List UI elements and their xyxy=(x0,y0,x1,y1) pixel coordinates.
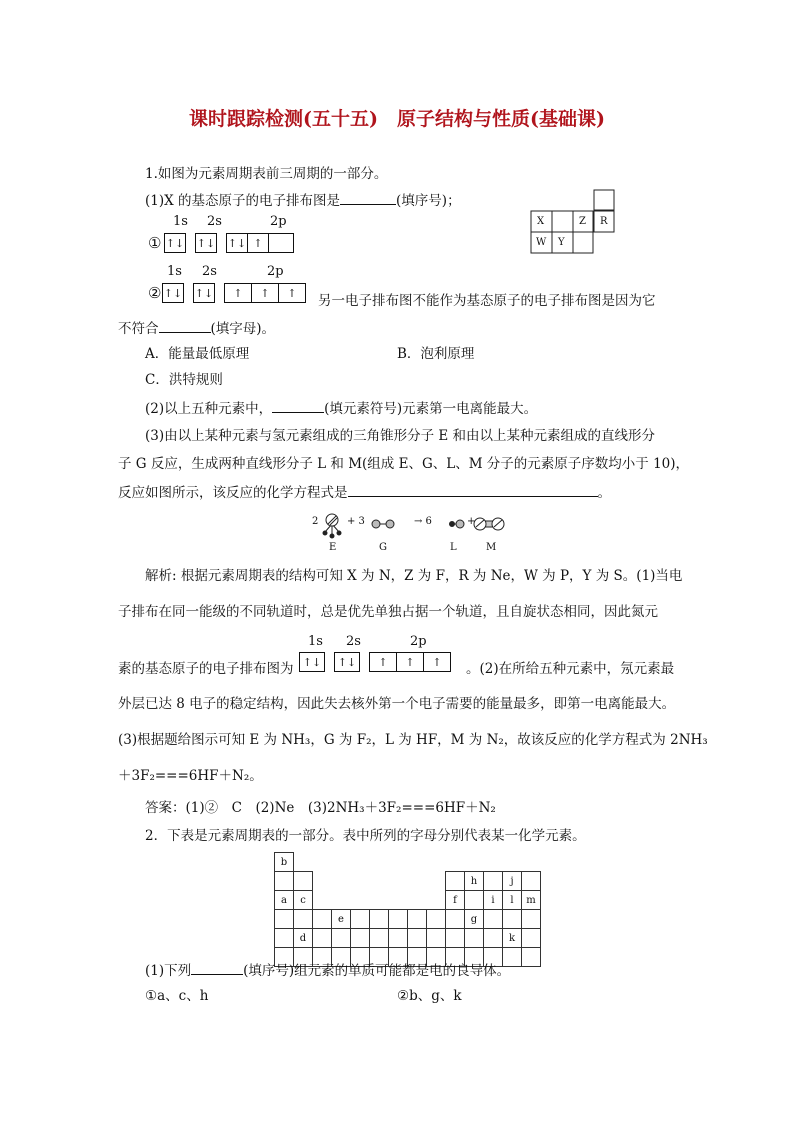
label-2p: 2p xyxy=(410,634,427,649)
orbital-box xyxy=(268,233,294,253)
orbital-box: ↑ xyxy=(278,283,306,303)
orbital-box: ↑ xyxy=(224,283,252,303)
q2-periodic-table xyxy=(274,852,541,967)
cell-b: b xyxy=(275,853,294,872)
q1-line-a: 不符合 (填字母)。 xyxy=(118,318,275,339)
analysis-line5: (3)根据题给图示可知 E 为 NH₃，G 为 F₂，L 为 HF，M 为 N₂，故该反应的化学方程式为 2NH₃ xyxy=(118,732,708,748)
label-m: M xyxy=(486,542,497,553)
plus-m: + xyxy=(467,516,476,527)
q2-table xyxy=(274,852,541,967)
cell-i: i xyxy=(484,891,503,910)
label-e: E xyxy=(329,542,337,553)
label-1s: 1s xyxy=(173,214,188,229)
analysis-line6: ＋3F₂===6HF＋N₂。 xyxy=(118,768,263,784)
cell-j: j xyxy=(503,872,522,891)
q1-sub2: (2)以上五种元素中， (填元素符号)元素第一电离能最大。 xyxy=(145,398,537,419)
option1-number: ① xyxy=(148,234,162,252)
cell-a: a xyxy=(275,891,294,910)
orbital-box: ↑ xyxy=(423,652,451,672)
cell-x: X xyxy=(537,216,545,227)
cell-f: f xyxy=(446,891,465,910)
choice-c: C．洪特规则 xyxy=(145,372,223,388)
q1-sub3-line2: 子 G 反应，生成两种直线形分子 L 和 M(组成 E、G、L、M 分子的元素原子序数均小于 10)， xyxy=(118,456,690,472)
label-2s: 2s xyxy=(207,214,222,229)
orbital-box: ↑↓ xyxy=(162,283,184,303)
cell-r: R xyxy=(600,216,608,227)
orbital-box: ↑↓ xyxy=(226,233,248,253)
orbital-diagram-answer xyxy=(298,634,468,678)
q1-sub1: (1)X 的基态原子的电子排布图是 (填序号)； xyxy=(145,190,461,211)
q1-sub3-line1: (3)由以上某种元素与氢元素组成的三角锥形分子 E 和由以上某种元素组成的直线形分 xyxy=(145,428,656,444)
q1-sub3-line3: 反应如图所示，该反应的化学方程式是 。 xyxy=(118,482,611,503)
label-1s: 1s xyxy=(167,264,182,279)
orbital-box: ↑ xyxy=(396,652,424,672)
orbital-box: ↑↓ xyxy=(334,652,360,672)
analysis-line3a: 素的基态原子的电子排布图为 xyxy=(118,661,294,677)
q2-option1: ①a、c、h xyxy=(145,988,209,1004)
cell-d: d xyxy=(294,929,313,948)
page-title: 课时跟踪检测(五十五) 原子结构与性质(基础课) xyxy=(189,108,605,130)
cell-w: W xyxy=(536,237,547,248)
orbital-diagram-1 xyxy=(145,214,345,258)
cell-g: g xyxy=(465,910,484,929)
reaction-diagram xyxy=(310,510,530,556)
choice-a: A．能量最低原理 xyxy=(145,346,250,362)
q2-intro: 2．下表是元素周期表的一部分。表中所列的字母分别代表某一化学元素。 xyxy=(145,828,586,844)
q2-sub1: (1)下列 (填序号)组元素的单质可能都是电的良导体。 xyxy=(145,960,510,981)
orbital-box: ↑ xyxy=(369,652,397,672)
q1-periodic-table xyxy=(530,189,616,259)
orbital-box: ↑↓ xyxy=(193,283,215,303)
cell-h: h xyxy=(465,872,484,891)
coef-g: + 3 xyxy=(347,516,365,527)
cell-k: k xyxy=(503,929,522,948)
orbital-box: ↑↓ xyxy=(195,233,217,253)
q2-option2: ②b、g、k xyxy=(397,988,462,1004)
cell-y: Y xyxy=(558,237,565,248)
cell-e: e xyxy=(332,910,351,929)
q1-intro: 1.如图为元素周期表前三周期的一部分。 xyxy=(145,166,388,182)
orbital-box: ↑ xyxy=(251,283,279,303)
orbital-box: ↑↓ xyxy=(164,233,186,253)
analysis-line1: 解析: 根据元素周期表的结构可知 X 为 N，Z 为 F，R 为 Ne，W 为 P，Y 为 S。(1)当电 xyxy=(145,568,683,584)
label-l: L xyxy=(450,542,457,553)
label-2p: 2p xyxy=(270,214,287,229)
label-g: G xyxy=(379,542,387,553)
cell-l: l xyxy=(503,891,522,910)
analysis-line4: 外层已达 8 电子的稳定结构，因此失去核外第一个电子需要的能量最多，即第一电离能最大。 xyxy=(118,696,676,712)
cell-c: c xyxy=(294,891,313,910)
analysis-line2: 子排布在同一能级的不同轨道时，总是优先单独占据一个轨道，且自旋状态相同，因此氮元 xyxy=(118,604,658,620)
cell-m: m xyxy=(522,891,541,910)
orbital-box: ↑↓ xyxy=(299,652,325,672)
orbital-box: ↑ xyxy=(247,233,269,253)
label-2p: 2p xyxy=(267,264,284,279)
choice-b: B．泡利原理 xyxy=(397,346,475,362)
orbital-diagram-2 xyxy=(145,264,325,308)
label-2s: 2s xyxy=(346,634,361,649)
arrow-coef-l: → 6 xyxy=(414,516,432,527)
cell-z: Z xyxy=(579,216,586,227)
coef-e: 2 xyxy=(312,516,319,527)
option2-number: ② xyxy=(148,284,162,302)
answer: 答案：(1)② C (2)Ne (3)2NH₃＋3F₂===6HF＋N₂ xyxy=(145,800,496,816)
label-1s: 1s xyxy=(308,634,323,649)
analysis-line3b: 。(2)在所给五种元素中，氖元素最 xyxy=(466,661,675,677)
q1-after-opt2: 另一电子排布图不能作为基态原子的电子排布图是因为它 xyxy=(318,293,656,309)
label-2s: 2s xyxy=(202,264,217,279)
